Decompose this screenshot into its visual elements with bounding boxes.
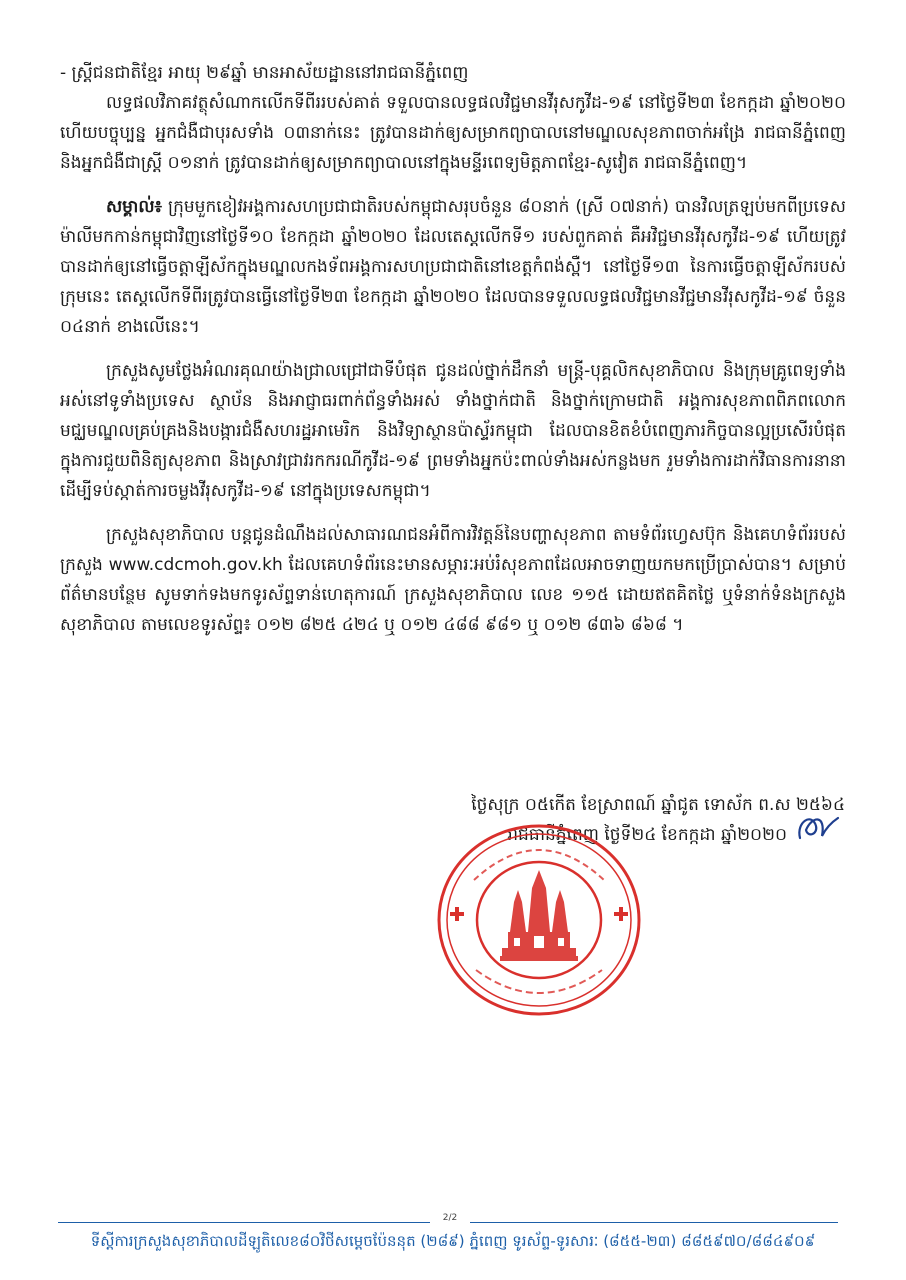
paragraph-contact: ក្រសួងសុខាភិបាល បន្តជូនដំណឹងដល់សាធារណជនអំពីការវិវត្តន៍នៃបញ្ហាសុខភាព តាមទំព័រហ្វេសប៊ុក និងគេហទំព័ររបស់ក្រសួង www.cdcmoh.gov.kh ដែលគេហទំព័រនេះមានសម្ភារៈអប់រំសុខភាពដែលអាចទាញយកមកប្រើប្រាស់បាន។ សម្រាប់ព័ត៌មានបន្ថែម សូមទាក់ទងមកទូរស័ព្ទទាន់ហេតុការណ៍ ក្រសួងសុខាភិបាល លេខ ១១៥ ដោយឥតគិតថ្លៃ ឬទំនាក់ទំនងក្រសួងសុខាភិបាល តាមលេខទូរស័ព្ទ៖ ០១២ ៨២៥ ៤២៤ ឬ ០១២ ៤៨៨ ៩៨១ ឬ ០១២ ៨៣៦ ៨៦៨ ។ xyxy=(60,525,846,635)
bullet-line: - ស្ត្រីជនជាតិខ្មែរ អាយុ ២៩ឆ្នាំ មានអាស័យដ្ឋាននៅរាជធានីភ្នំពេញ xyxy=(60,63,469,83)
official-seal xyxy=(434,820,644,1020)
paragraph-note xyxy=(60,192,846,342)
document-body xyxy=(60,58,846,654)
lunar-date: ថ្ងៃសុក្រ ០៥កើត ខែស្រាពណ៍ ឆ្នាំជូត ទោស័ក ព.ស ២៥៦៤ xyxy=(471,795,845,815)
note-label: សម្គាល់៖ xyxy=(106,197,163,217)
note-text: ក្រុមមួកខៀវអង្គការសហប្រជាជាតិរបស់កម្ពុជាសរុបចំនួន ៨០នាក់ (ស្រី ០៧នាក់) បានវិលត្រឡប់មកពីប្រទេសម៉ាលីមកកាន់កម្ពុជាវិញនៅថ្ងៃទី១០ ខែកក្កដា ឆ្នាំ២០២០ ដែលតេស្តលើកទី១ របស់ពួកគាត់ គឺអវិជ្ជមានវីរុសកូវីដ-១៩ ហើយត្រូវបានដាក់ឲ្យនៅធ្វើចត្តាឡីស័កក្នុងមណ្ឌលកងទ័ពអង្គការសហប្រជាជាតិនៅខេត្តកំពង់ស្ពឺ។ នៅថ្ងៃទី១៣ នៃការធ្វើចត្តាឡីស័ករបស់ក្រុមនេះ តេស្តលើកទីពីរត្រូវបានធ្វើនៅថ្ងៃទី២៣ ខែកក្កដា ឆ្នាំ២០២០ ដែលបានទទួលលទ្ធផលវិជ្ជមានវីជ្ជមានវីរុសកូវីដ-១៩ ចំនួន ០៤នាក់ ខាងលើនេះ។ xyxy=(60,197,846,337)
place-date: រាជធានីភ្នំពេញ ថ្ងៃទី២៤ ខែកក្កដា ឆ្នាំ២០២០ xyxy=(507,825,787,845)
paragraph-results: លទ្ធផលវិភាគវត្ថុសំណាកលើកទីពីររបស់គាត់ ទទួលបានលទ្ធផលវិជ្ជមានវីរុសកូវីដ-១៩ នៅថ្ងៃទី២៣ ខែកក្កដា ឆ្នាំ២០២០ ហើយបច្ចុប្បន្ន អ្នកជំងឺជាបុរសទាំង ០៣នាក់នេះ ត្រូវបានដាក់ឲ្យសម្រាកព្យាបាលនៅមណ្ឌលសុខភាពចាក់អង្រែ រាជធានីភ្នំពេញ និងអ្នកជំងឺជាស្ត្រី ០១នាក់ ត្រូវបានដាក់ឲ្យសម្រាកព្យាបាលនៅក្នុងមន្ទីរពេទ្យមិត្តភាពខ្មែរ-សូវៀត រាជធានីភ្នំពេញ។ xyxy=(60,93,846,173)
footer-address: ទីស្តីការក្រសួងសុខាភិបាលដីឡូតិលេខ៨០វិថីសម្តេចប៉ែននុត (២៨៩) ភ្នំពេញ ទូរស័ព្ទ-ទូរសារៈ (៨៥៥-២៣) ៨៨៥៩៧០/៨៨៤៩០៩ xyxy=(90,1232,816,1250)
signature-mark xyxy=(792,808,844,848)
page-number: 2/2 xyxy=(430,1213,470,1223)
paragraph-thanks: ក្រសួងសូមថ្លែងអំណរគុណយ៉ាងជ្រាលជ្រៅជាទីបំផុត ជូនដល់ថ្នាក់ដឹកនាំ មន្ត្រី-បុគ្គលិកសុខាភិបាល និងក្រុមគ្រូពេទ្យទាំងអស់នៅទូទាំងប្រទេស ស្ថាប័ន និងអាជ្ញាធរពាក់ព័ន្ធទាំងអស់ ទាំងថ្នាក់ជាតិ និងថ្នាក់ក្រោមជាតិ អង្គការសុខភាពពិភពលោក មជ្ឈមណ្ឌលគ្រប់គ្រងនិងបង្ការជំងឺសហរដ្ឋអាមេរិក និងវិទ្យាស្ថានប៉ាស្ទ័រកម្ពុជា ដែលបានខិតខំបំពេញភារកិច្ចបានល្អប្រសើរបំផុត ក្នុងការជួយពិនិត្យសុខភាព និងស្រាវជ្រាវរកករណីកូវីដ-១៩ ព្រមទាំងអ្នកប៉ះពាល់ទាំងអស់កន្លងមក រួមទាំងការដាក់វិធានការនានា ដើម្បីទប់ស្កាត់ការចម្លងវីរុសកូវីដ-១៩ នៅក្នុងប្រទេសកម្ពុជា។ xyxy=(60,361,846,501)
